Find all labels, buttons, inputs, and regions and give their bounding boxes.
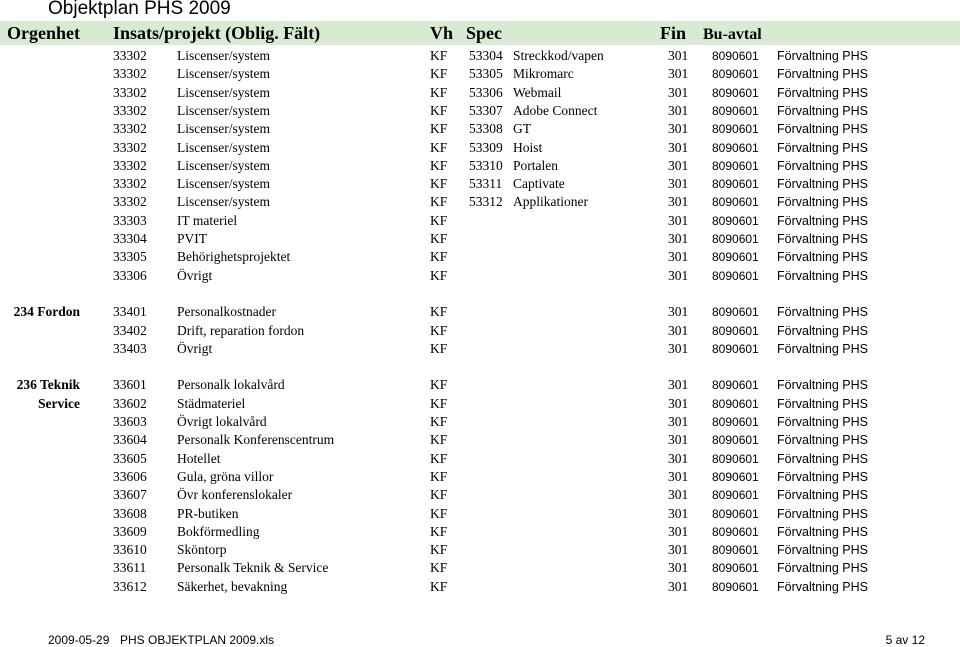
vh-code-cell: KF	[430, 121, 448, 137]
account-code-cell: 33606	[113, 468, 147, 484]
bu-avtal-name-cell: Förvaltning PHS	[777, 122, 869, 137]
bu-avtal-code-cell: 8090601	[712, 232, 759, 246]
table-row	[0, 505, 960, 523]
table-row	[0, 248, 960, 266]
bu-avtal-name-cell: Förvaltning PHS	[777, 469, 869, 484]
org-unit-cell: Service	[38, 395, 80, 411]
spec-code-cell: 53310	[469, 157, 503, 173]
account-code-cell: 33611	[113, 560, 147, 576]
spec-name-cell: Portalen	[513, 157, 558, 173]
account-name-cell: Övrigt	[177, 267, 213, 283]
header-buavtal: Bu-avtal	[703, 26, 762, 43]
bu-avtal-code-cell: 8090601	[712, 524, 759, 539]
bu-avtal-name-cell: Förvaltning PHS	[777, 433, 869, 448]
bu-avtal-code-cell: 8090601	[712, 67, 759, 82]
bu-avtal-code-cell: 8090601	[712, 323, 759, 338]
fin-code-cell: 301	[668, 157, 689, 173]
account-code-cell: 33402	[113, 322, 147, 338]
fin-code-cell: 301	[668, 560, 689, 576]
footer-page-number: 5 av 12	[885, 633, 925, 647]
fin-code-cell: 301	[668, 523, 689, 539]
bu-avtal-name-cell: Förvaltning PHS	[777, 323, 869, 338]
table-row	[0, 139, 960, 157]
table-row	[0, 559, 960, 577]
account-name-cell: Övrigt lokalvård	[177, 414, 267, 429]
vh-code-cell: KF	[430, 48, 448, 63]
bu-avtal-name-cell: Förvaltning PHS	[777, 378, 869, 393]
account-name-cell: Bokförmedling	[177, 523, 260, 539]
account-code-cell: 33302	[113, 48, 147, 63]
fin-code-cell: 301	[668, 468, 689, 484]
table-row	[0, 486, 960, 504]
table-row	[0, 157, 960, 175]
bu-avtal-code-cell: 8090601	[712, 579, 759, 594]
vh-code-cell: KF	[430, 487, 448, 503]
account-code-cell: 33609	[113, 523, 147, 539]
spec-code-cell: 53307	[469, 102, 503, 118]
vh-code-cell: KF	[430, 377, 448, 393]
fin-code-cell: 301	[668, 139, 689, 155]
fin-code-cell: 301	[668, 48, 689, 63]
footer-filename: PHS OBJEKTPLAN 2009.xls	[120, 633, 275, 647]
bu-avtal-code-cell: 8090601	[712, 49, 759, 63]
bu-avtal-code-cell: 8090601	[712, 268, 759, 283]
fin-code-cell: 301	[668, 340, 689, 356]
bu-avtal-name-cell: Förvaltning PHS	[777, 103, 869, 118]
bu-avtal-code-cell: 8090601	[712, 378, 759, 393]
bu-avtal-name-cell: Förvaltning PHS	[777, 415, 869, 429]
account-name-cell: Städmateriel	[177, 395, 246, 411]
table-row	[0, 84, 960, 102]
account-code-cell: 33612	[113, 578, 147, 594]
account-code-cell: 33302	[113, 139, 147, 155]
vh-code-cell: KF	[430, 395, 448, 411]
bu-avtal-name-cell: Förvaltning PHS	[777, 213, 869, 228]
vh-code-cell: KF	[430, 176, 448, 192]
bu-avtal-code-cell: 8090601	[712, 433, 759, 448]
bu-avtal-name-cell: Förvaltning PHS	[777, 488, 869, 503]
bu-avtal-code-cell: 8090601	[712, 543, 759, 558]
account-name-cell: Övr konferenslokaler	[177, 487, 293, 503]
account-name-cell: Hotellet	[177, 450, 221, 466]
fin-code-cell: 301	[668, 249, 689, 265]
spec-name-cell: Adobe Connect	[513, 102, 598, 118]
account-name-cell: Liscenser/system	[177, 48, 270, 63]
bu-avtal-code-cell: 8090601	[712, 122, 759, 137]
bu-avtal-code-cell: 8090601	[712, 506, 759, 521]
vh-code-cell: KF	[430, 468, 448, 484]
account-code-cell: 33608	[113, 505, 147, 521]
spec-name-cell: GT	[513, 121, 531, 137]
spec-code-cell: 53308	[469, 121, 503, 137]
account-code-cell: 33303	[113, 212, 147, 228]
spec-name-cell: Applikationer	[513, 194, 588, 210]
spec-code-cell: 53312	[469, 194, 503, 210]
account-name-cell: Liscenser/system	[177, 139, 270, 155]
bu-avtal-name-cell: Förvaltning PHS	[777, 195, 869, 210]
account-name-cell: PVIT	[177, 231, 207, 246]
fin-code-cell: 301	[668, 66, 689, 82]
table-row	[0, 102, 960, 120]
vh-code-cell: KF	[430, 231, 448, 246]
table-header	[0, 21, 960, 45]
account-code-cell: 33302	[113, 102, 147, 118]
fin-code-cell: 301	[668, 414, 689, 429]
vh-code-cell: KF	[430, 542, 448, 558]
account-name-cell: Liscenser/system	[177, 66, 270, 82]
bu-avtal-name-cell: Förvaltning PHS	[777, 524, 869, 539]
vh-code-cell: KF	[430, 194, 448, 210]
header-vh: Vh	[430, 23, 454, 43]
header-spec: Spec	[466, 23, 502, 43]
bu-avtal-code-cell: 8090601	[712, 250, 759, 265]
vh-code-cell: KF	[430, 505, 448, 521]
fin-code-cell: 301	[668, 322, 689, 338]
account-code-cell: 33302	[113, 176, 147, 192]
bu-avtal-name-cell: Förvaltning PHS	[777, 451, 869, 466]
bu-avtal-code-cell: 8090601	[712, 195, 759, 210]
table-row	[0, 120, 960, 138]
fin-code-cell: 301	[668, 84, 689, 100]
bu-avtal-name-cell: Förvaltning PHS	[777, 177, 869, 192]
vh-code-cell: KF	[430, 66, 448, 82]
bu-avtal-code-cell: 8090601	[712, 396, 759, 411]
table-row	[0, 395, 960, 413]
bu-avtal-code-cell: 8090601	[712, 158, 759, 173]
table-row	[0, 175, 960, 193]
table-row	[0, 322, 960, 340]
fin-code-cell: 301	[668, 121, 689, 137]
account-name-cell: Personalk Konferenscentrum	[177, 432, 335, 448]
table-row	[0, 193, 960, 211]
bu-avtal-code-cell: 8090601	[712, 469, 759, 484]
bu-avtal-code-cell: 8090601	[712, 415, 759, 429]
spec-code-cell: 53304	[469, 48, 503, 63]
org-unit-cell: 236 Teknik	[16, 377, 80, 393]
account-code-cell: 33302	[113, 157, 147, 173]
account-name-cell: Drift, reparation fordon	[177, 322, 305, 338]
table-row	[0, 65, 960, 83]
table-row	[0, 523, 960, 541]
account-code-cell: 33602	[113, 395, 147, 411]
bu-avtal-name-cell: Förvaltning PHS	[777, 85, 869, 100]
header-orgenhet: Orgenhet	[7, 23, 80, 43]
account-code-cell: 33306	[113, 267, 147, 283]
vh-code-cell: KF	[430, 304, 448, 320]
account-code-cell: 33607	[113, 487, 147, 503]
fin-code-cell: 301	[668, 212, 689, 228]
fin-code-cell: 301	[668, 450, 689, 466]
account-code-cell: 33302	[113, 121, 147, 137]
header-insats: Insats/projekt (Oblig. Fält)	[113, 23, 321, 43]
fin-code-cell: 301	[668, 542, 689, 558]
table-row	[0, 230, 960, 248]
vh-code-cell: KF	[430, 432, 448, 448]
account-code-cell: 33604	[113, 432, 147, 448]
table-row	[0, 578, 960, 596]
vh-code-cell: KF	[430, 157, 448, 173]
bu-avtal-name-cell: Förvaltning PHS	[777, 67, 869, 82]
fin-code-cell: 301	[668, 395, 689, 411]
vh-code-cell: KF	[430, 267, 448, 283]
vh-code-cell: KF	[430, 560, 448, 576]
fin-code-cell: 301	[668, 231, 689, 246]
page-title: Objektplan PHS 2009	[48, 0, 231, 19]
account-name-cell: Liscenser/system	[177, 157, 270, 173]
bu-avtal-name-cell: Förvaltning PHS	[777, 268, 869, 283]
spec-code-cell: 53306	[469, 84, 503, 100]
fin-code-cell: 301	[668, 505, 689, 521]
bu-avtal-code-cell: 8090601	[712, 305, 759, 320]
spec-name-cell: Hoist	[513, 139, 543, 155]
bu-avtal-code-cell: 8090601	[712, 177, 759, 192]
account-code-cell: 33401	[113, 304, 147, 320]
header-fin: Fin	[660, 23, 687, 43]
account-code-cell: 33302	[113, 84, 147, 100]
spec-code-cell: 53309	[469, 139, 503, 155]
account-name-cell: IT materiel	[177, 212, 238, 228]
vh-code-cell: KF	[430, 212, 448, 228]
spec-code-cell: 53311	[469, 176, 503, 192]
account-name-cell: Sköntorp	[177, 542, 227, 558]
org-unit-cell: 234 Fordon	[13, 304, 80, 320]
bu-avtal-name-cell: Förvaltning PHS	[777, 396, 869, 411]
account-name-cell: PR-butiken	[177, 505, 239, 521]
bu-avtal-name-cell: Förvaltning PHS	[777, 561, 869, 576]
bu-avtal-name-cell: Förvaltning PHS	[777, 305, 869, 320]
vh-code-cell: KF	[430, 139, 448, 155]
account-code-cell: 33302	[113, 194, 147, 210]
bu-avtal-name-cell: Förvaltning PHS	[777, 543, 869, 558]
fin-code-cell: 301	[668, 194, 689, 210]
bu-avtal-code-cell: 8090601	[712, 103, 759, 118]
spec-code-cell: 53305	[469, 66, 503, 82]
fin-code-cell: 301	[668, 267, 689, 283]
table-row	[0, 303, 960, 321]
account-name-cell: Behörighetsprojektet	[177, 249, 291, 265]
fin-code-cell: 301	[668, 487, 689, 503]
vh-code-cell: KF	[430, 414, 448, 429]
account-name-cell: Liscenser/system	[177, 102, 270, 118]
table-row	[0, 541, 960, 559]
table-row	[0, 376, 960, 394]
bu-avtal-code-cell: 8090601	[712, 213, 759, 228]
fin-code-cell: 301	[668, 176, 689, 192]
account-code-cell: 33603	[113, 414, 147, 429]
table-row	[0, 413, 960, 431]
account-code-cell: 33605	[113, 450, 147, 466]
bu-avtal-name-cell: Förvaltning PHS	[777, 341, 869, 356]
bu-avtal-name-cell: Förvaltning PHS	[777, 250, 869, 265]
account-name-cell: Liscenser/system	[177, 84, 270, 100]
table-row	[0, 340, 960, 358]
bu-avtal-code-cell: 8090601	[712, 85, 759, 100]
account-name-cell: Liscenser/system	[177, 194, 270, 210]
bu-avtal-name-cell: Förvaltning PHS	[777, 232, 869, 246]
spec-name-cell: Webmail	[513, 84, 562, 100]
vh-code-cell: KF	[430, 578, 448, 594]
account-code-cell: 33610	[113, 542, 147, 558]
bu-avtal-name-cell: Förvaltning PHS	[777, 579, 869, 594]
account-name-cell: Personalk Teknik & Service	[177, 560, 329, 576]
spec-name-cell: Mikromarc	[513, 66, 574, 82]
table-row	[0, 468, 960, 486]
fin-code-cell: 301	[668, 102, 689, 118]
fin-code-cell: 301	[668, 578, 689, 594]
footer-date: 2009-05-29	[48, 633, 110, 647]
account-code-cell: 33601	[113, 377, 147, 393]
spec-name-cell: Captivate	[513, 176, 565, 192]
vh-code-cell: KF	[430, 102, 448, 118]
bu-avtal-code-cell: 8090601	[712, 488, 759, 503]
account-name-cell: Övrigt	[177, 340, 213, 356]
account-code-cell: 33304	[113, 231, 147, 246]
account-code-cell: 33403	[113, 340, 147, 356]
table-row	[0, 267, 960, 285]
bu-avtal-code-cell: 8090601	[712, 140, 759, 155]
account-name-cell: Gula, gröna villor	[177, 468, 274, 484]
bu-avtal-code-cell: 8090601	[712, 341, 759, 356]
table-row	[0, 431, 960, 449]
fin-code-cell: 301	[668, 304, 689, 320]
account-code-cell: 33302	[113, 66, 147, 82]
vh-code-cell: KF	[430, 322, 448, 338]
account-name-cell: Liscenser/system	[177, 121, 270, 137]
vh-code-cell: KF	[430, 340, 448, 356]
spec-name-cell: Streckkod/vapen	[513, 48, 604, 63]
account-name-cell: Liscenser/system	[177, 176, 270, 192]
table-row	[0, 212, 960, 230]
table-row	[0, 47, 960, 65]
bu-avtal-name-cell: Förvaltning PHS	[777, 158, 869, 173]
account-name-cell: Personalk lokalvård	[177, 377, 285, 393]
vh-code-cell: KF	[430, 249, 448, 265]
vh-code-cell: KF	[430, 84, 448, 100]
bu-avtal-name-cell: Förvaltning PHS	[777, 506, 869, 521]
vh-code-cell: KF	[430, 523, 448, 539]
vh-code-cell: KF	[430, 450, 448, 466]
bu-avtal-code-cell: 8090601	[712, 561, 759, 576]
account-name-cell: Säkerhet, bevakning	[177, 578, 288, 594]
table-row	[0, 450, 960, 468]
account-code-cell: 33305	[113, 249, 147, 265]
bu-avtal-name-cell: Förvaltning PHS	[777, 140, 869, 155]
fin-code-cell: 301	[668, 377, 689, 393]
account-name-cell: Personalkostnader	[177, 304, 276, 320]
bu-avtal-code-cell: 8090601	[712, 451, 759, 466]
bu-avtal-name-cell: Förvaltning PHS	[777, 49, 869, 63]
fin-code-cell: 301	[668, 432, 689, 448]
